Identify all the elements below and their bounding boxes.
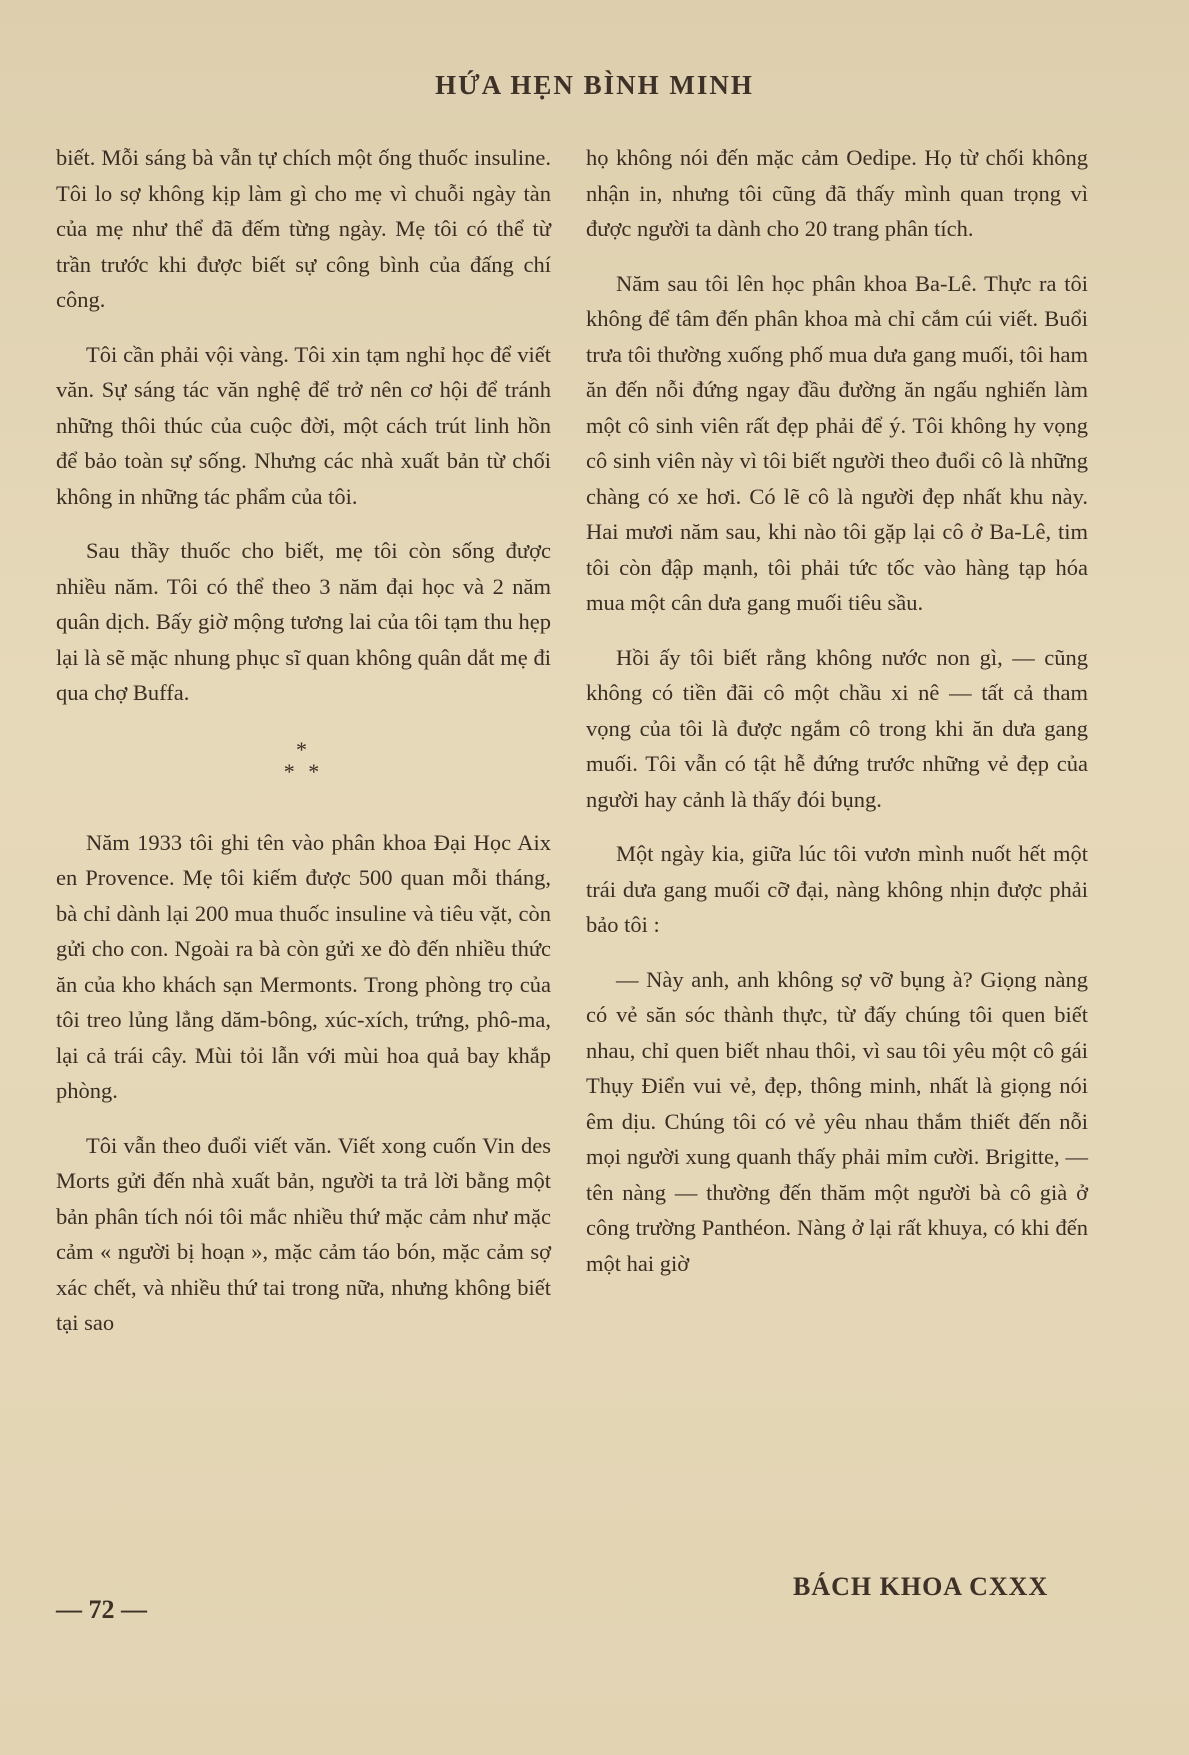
paragraph: Năm 1933 tôi ghi tên vào phân khoa Đại Học Aix en Provence. Mẹ tôi kiếm được 500 quan mỗi tháng, bà chỉ dành lại 200 mua thuốc insuline và tiêu vặt, còn gửi cho con. Ngoài ra bà còn gửi xe đò đến nhiều thức ăn của kho khách sạn Mermonts. Trong phòng trọ của tôi treo lủng lẳng dăm-bông, xúc-xích, trứng, phô-ma, lại cả trái cây. Mùi tỏi lẫn với mùi hoa quả bay khắp phòng. xyxy=(56,829,551,1103)
section-separator xyxy=(56,736,551,784)
running-header-title: HỨA HẸN BÌNH MINH xyxy=(435,70,754,100)
paragraph: Sau thầy thuốc cho biết, mẹ tôi còn sống được nhiều năm. Tôi có thể theo 3 năm đại học và 2 năm quân dịch. Bấy giờ mộng tương lai của tôi tạm thu hẹp lại là sẽ mặc nhung phục sĩ quan không quân dắt mẹ đi qua chợ Buffa. xyxy=(56,538,551,705)
paragraph: — Này anh, anh không sợ vỡ bụng à? Giọng nàng có vẻ săn sóc thành thực, từ đấy chúng tôi quen biết nhau, chỉ quen biết nhau thôi, vì sau tôi yêu một cô gái Thụy Điển vui vẻ, đẹp, thông minh, nhất là giọng nói êm dịu. Chúng tôi có vẻ yêu nhau thắm thiết đến nỗi mọi người xung quanh thấy phải mỉm cười. Brigitte, — tên nàng — thường đến thăm một người bà cô già ở công trường Panthéon. Nàng ở lại rất khuya, có khi đến một hai giờ xyxy=(586,966,1088,1276)
paragraph: họ không nói đến mặc cảm Oedipe. Họ từ chối không nhận in, nhưng tôi cũng đã thấy mình quan trọng vì được người ta dành cho 20 trang phân tích. xyxy=(586,145,1088,241)
paragraph: Năm sau tôi lên học phân khoa Ba-Lê. Thực ra tôi không để tâm đến phân khoa mà chỉ cắm cúi viết. Buổi trưa tôi thường xuống phố mua dưa gang muối, tôi ham ăn đến nỗi đứng ngay đầu đường ăn ngấu nghiến làm một cô sinh viên rất đẹp phải để ý. Tôi không hy vọng cô sinh viên này vì tôi biết người theo đuổi cô là những chàng có xe hơi. Có lẽ cô là người đẹp nhất khu này. Hai mươi năm sau, khi nào tôi gặp lại cô ở Ba-Lê, tim tôi còn đập mạnh, tôi phải tức tốc vào hàng tạp hóa mua một cân dưa gang muối tiêu sầu. xyxy=(586,270,1088,615)
magazine-issue-label: BÁCH KHOA CXXX xyxy=(793,1572,1049,1601)
page-number: — 72 — xyxy=(56,1595,147,1624)
paragraph: biết. Mỗi sáng bà vẫn tự chích một ống thuốc insuline. Tôi lo sợ không kịp làm gì cho mẹ vì chuỗi ngày tàn của mẹ như thể đã đếm từng ngày. Mẹ tôi có thể từ trần trước khi được biết sự công bình của đấng chí công. xyxy=(56,145,551,312)
paragraph: Tôi vẫn theo đuổi viết văn. Viết xong cuốn Vin des Morts gửi đến nhà xuất bản, người ta trả lời bằng một bản phân tích nói tôi mắc nhiều thứ mặc cảm như mặc cảm « người bị hoạn », mặc cảm táo bón, mặc cảm sợ xác chết, và nhiều thứ tai trong nữa, nhưng không biết tại sao xyxy=(56,1132,551,1335)
left-column xyxy=(56,140,551,1360)
paragraph: Hồi ấy tôi biết rằng không nước non gì, — cũng không có tiền đãi cô một chầu xi nê — tất cả tham vọng của tôi là được ngắm cô trong khi ăn dưa gang muối. Tôi vẫn có tật hễ đứng trước những vẻ đẹp của người hay cảnh là thấy đói bụng. xyxy=(586,644,1088,812)
separator-bottom: * * xyxy=(283,758,324,784)
right-column xyxy=(586,140,1088,1300)
paragraph: Tôi cần phải vội vàng. Tôi xin tạm nghỉ học để viết văn. Sự sáng tác văn nghệ để trở nên cơ hội để tránh những thôi thúc của cuộc đời, một cách trút linh hồn để bảo toàn sự sống. Nhưng các nhà xuất bản từ chối không in những tác phẩm của tôi. xyxy=(56,341,551,509)
separator-top: * xyxy=(296,736,311,762)
paragraph: Một ngày kia, giữa lúc tôi vươn mình nuốt hết một trái dưa gang muối cỡ đại, nàng không nhịn được phải bảo tôi : xyxy=(586,841,1088,937)
